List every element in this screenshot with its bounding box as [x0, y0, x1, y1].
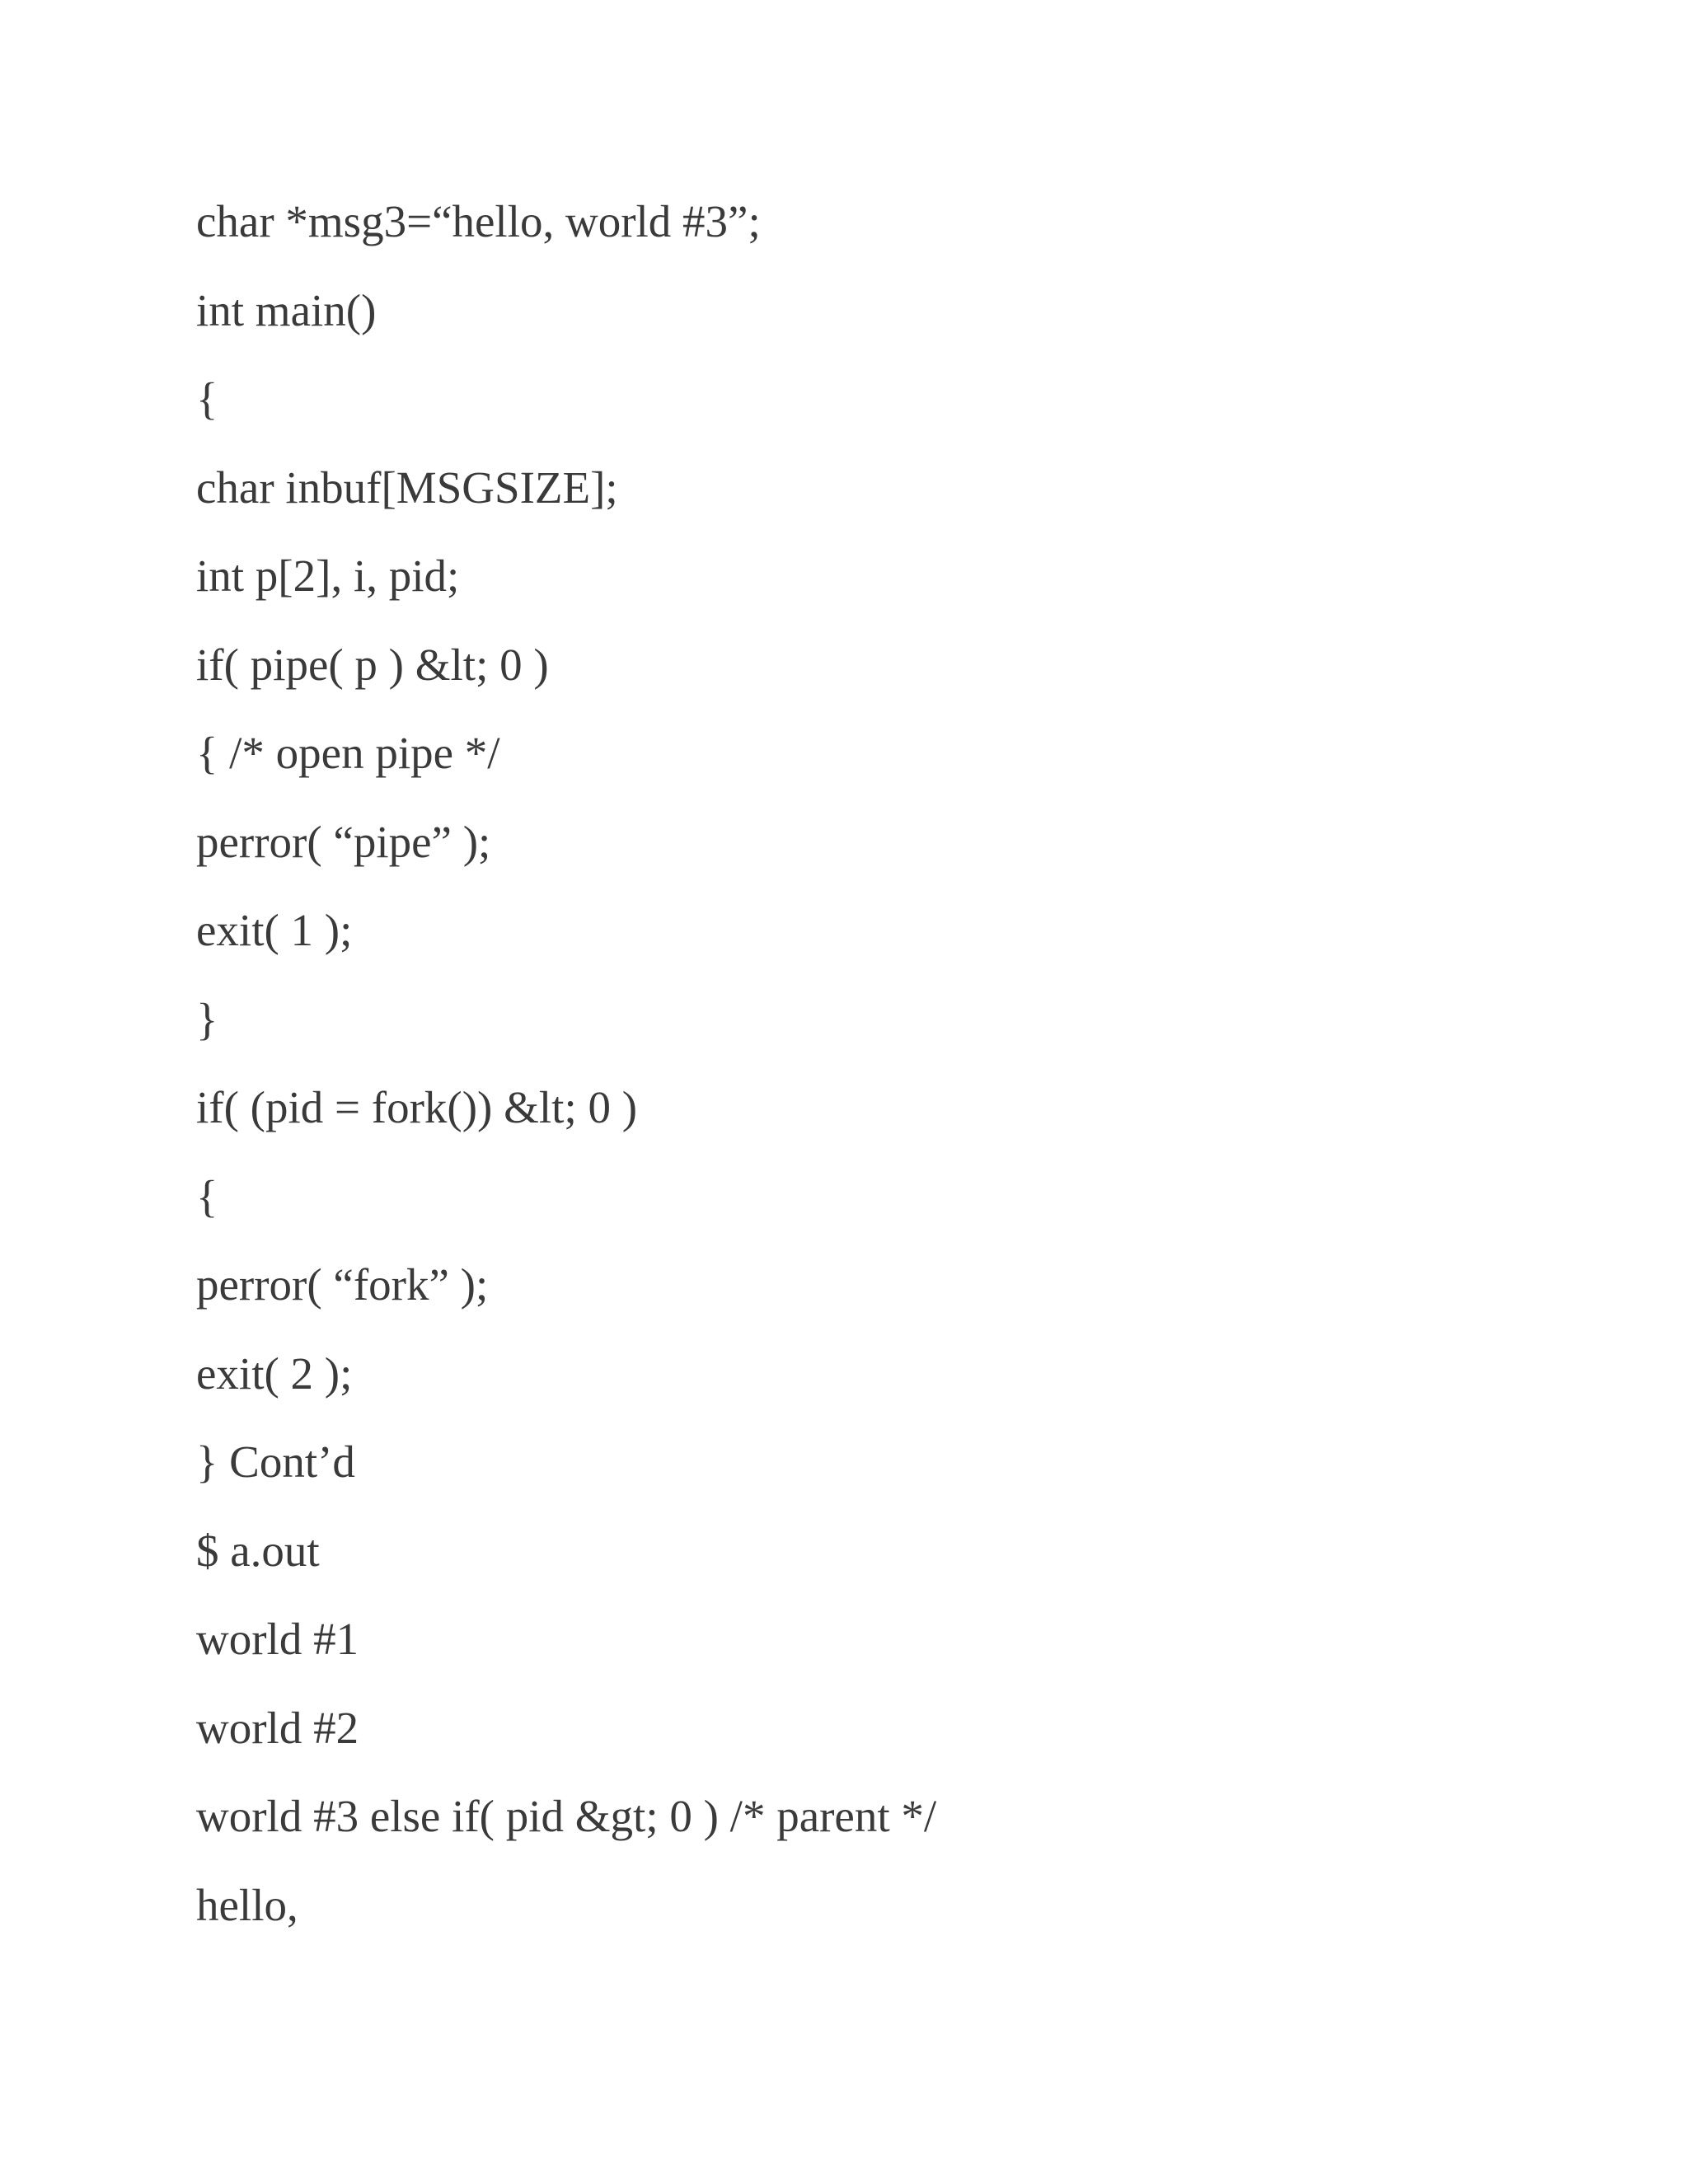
- text-line-4: char inbuf[MSGSIZE];: [196, 462, 618, 513]
- text-line-16: $ a.out: [196, 1525, 320, 1576]
- text-line-8: perror( “pipe” );: [196, 816, 491, 867]
- text-line-6: if( pipe( p ) &lt; 0 ): [196, 639, 549, 690]
- text-line-10: }: [196, 993, 218, 1044]
- text-line-2: int main(): [196, 284, 377, 335]
- text-line-18: world #2: [196, 1702, 359, 1753]
- text-line-15: } Cont’d: [196, 1436, 355, 1487]
- text-line-3: {: [196, 373, 218, 424]
- text-line-17: world #1: [196, 1614, 359, 1664]
- code-text-block: [196, 191, 936, 1963]
- text-line-5: int p[2], i, pid;: [196, 551, 460, 601]
- text-line-12: {: [196, 1170, 218, 1221]
- text-line-19: world #3 else if( pid &gt; 0 ) /* parent */: [196, 1791, 937, 1841]
- text-line-14: exit( 2 );: [196, 1347, 353, 1399]
- text-line-7: { /* open pipe */: [196, 728, 500, 778]
- text-line-9: exit( 1 );: [196, 905, 353, 955]
- text-line-1: char *msg3=“hello, world #3”;: [196, 196, 761, 246]
- text-line-11: if( (pid = fork()) &lt; 0 ): [196, 1082, 638, 1132]
- text-line-20: hello,: [196, 1879, 298, 1930]
- text-line-13: perror( “fork” );: [196, 1259, 489, 1310]
